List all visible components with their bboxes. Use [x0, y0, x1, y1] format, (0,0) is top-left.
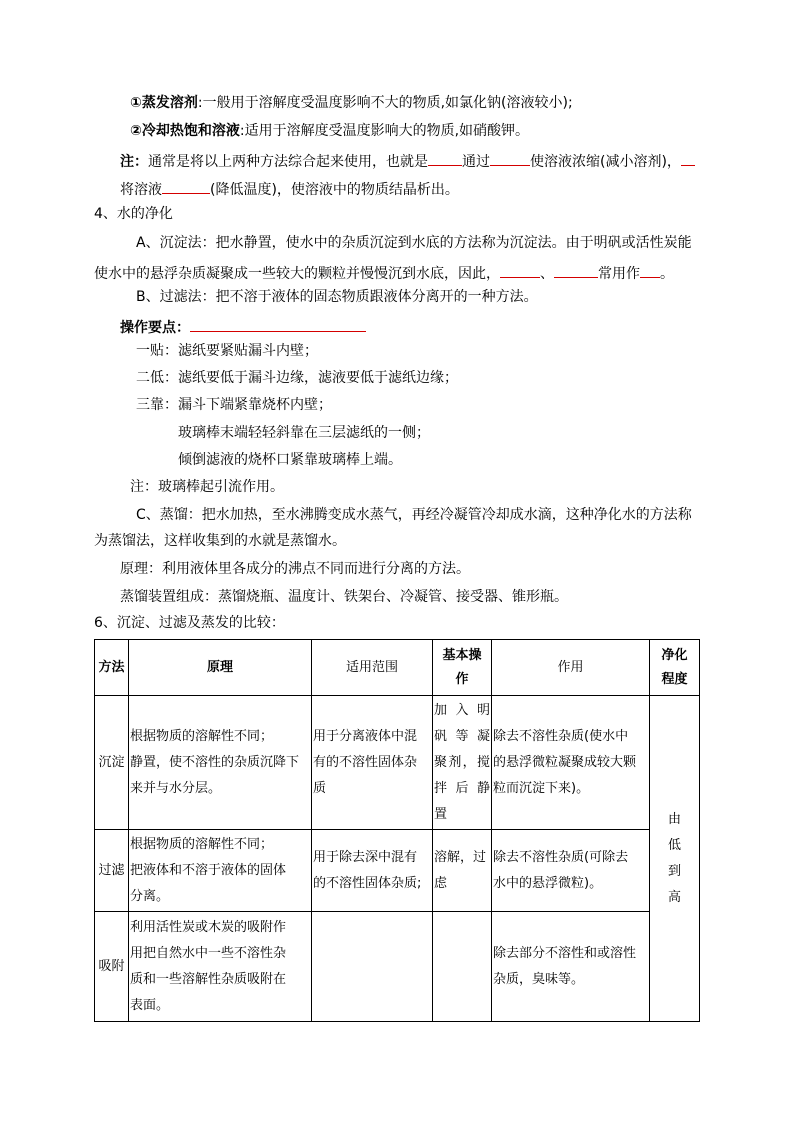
cell-text: 虑 — [434, 875, 448, 891]
cell-text: 置 — [434, 806, 448, 822]
purity-char: 低 — [667, 837, 681, 853]
cell-text: 有的不溶性固体杂 — [313, 754, 418, 770]
cell-text: 用于除去深中混有 — [313, 849, 418, 865]
section-heading-6: 6、沉淀、过滤及蒸发的比较： — [94, 615, 285, 631]
cell-text: 的悬浮微粒凝聚成较大颗 — [493, 754, 637, 770]
cell-scope — [312, 912, 433, 1022]
fill-blank[interactable] — [554, 261, 598, 278]
method-cool-title: ②冷却热饱和溶液 — [130, 123, 240, 139]
distillation-apparatus: 蒸馏装置组成：蒸馏烧瓶、温度计、铁架台、冷凝管、接受器、锥形瓶。 — [120, 589, 568, 605]
cell-principle — [129, 830, 312, 912]
key-points-line — [120, 315, 366, 338]
sedimentation-text-b: 常用作 — [598, 266, 640, 282]
method-evaporate-line — [130, 93, 573, 113]
cell-effect — [492, 912, 650, 1022]
purity-char: 由 — [667, 811, 681, 827]
cell-text: 溶解，过 — [434, 849, 487, 865]
header-method-label: 方法 — [98, 659, 125, 675]
header-principle — [129, 640, 312, 696]
table-header-row — [95, 640, 700, 696]
filtration-note: 注：玻璃棒起引流作用。 — [130, 479, 284, 495]
header-operation-label-1: 基本操 — [442, 647, 482, 663]
key-point-three: 三靠：漏斗下端紧靠烧杯内壁； — [136, 397, 332, 413]
period: 。 — [660, 266, 674, 282]
evaporation-note-line-2 — [120, 177, 459, 200]
header-operation-label-2: 作 — [455, 671, 469, 687]
cell-method: 过滤 — [95, 830, 129, 912]
cell-text: 矾等凝 — [434, 728, 490, 744]
header-principle-label: 原理 — [206, 659, 233, 675]
note-text-b: 通过 — [462, 154, 490, 170]
cell-text: 拌后静 — [434, 780, 490, 796]
fill-blank[interactable] — [490, 149, 530, 166]
cell-text: 的不溶性固体杂质; — [313, 875, 422, 891]
cell-principle — [129, 912, 312, 1022]
cell-text: 来并与水分层。 — [130, 780, 222, 796]
fill-blank[interactable] — [640, 261, 660, 278]
section-heading: 4、水的净化 — [94, 206, 173, 222]
note-text-c: 使溶液浓缩(减小溶剂)， — [530, 154, 681, 170]
header-scope-label: 适用范围 — [345, 659, 398, 675]
table-row — [95, 830, 700, 912]
cell-operation — [433, 912, 492, 1022]
cell-text: 根据物质的溶解性不同； — [130, 728, 274, 744]
header-scope — [312, 640, 433, 696]
distillation-line-1: C、蒸馏：把水加热，至水沸腾变成水蒸气，再经冷凝管冷却成水滴，这种净化水的方法称 — [136, 507, 692, 523]
separator: 、 — [540, 266, 554, 282]
note-label: 注： — [120, 154, 148, 170]
cell-text: 把液体和不溶于液体的固体 — [130, 862, 287, 878]
cell-method: 吸附 — [95, 912, 129, 1022]
cell-text: 除去不溶性杂质(使水中 — [493, 728, 629, 744]
fill-blank[interactable] — [500, 261, 540, 278]
table-row — [95, 912, 700, 1022]
method-evaporate-title: ①蒸发溶剂 — [130, 95, 198, 111]
fill-blank[interactable] — [681, 149, 695, 166]
purity-char: 到 — [667, 863, 681, 879]
note-text-d: 将溶液 — [120, 182, 162, 198]
cell-text: 表面。 — [130, 997, 170, 1013]
method-cool-line — [130, 121, 529, 141]
cell-text: 除去不溶性杂质(可除去 — [493, 849, 629, 865]
evaporation-note-line — [120, 149, 695, 172]
cell-text: 加入明 — [434, 702, 490, 718]
table-row — [95, 696, 700, 830]
key-points-label: 操作要点： — [120, 320, 190, 336]
method-cool-desc: :适用于溶解度受温度影响大的物质,如硝酸钾。 — [239, 123, 530, 139]
purity-char: 高 — [667, 889, 681, 905]
key-point-three-c: 倾倒滤液的烧杯口紧靠玻璃棒上端。 — [178, 452, 402, 468]
key-point-one: 一贴：滤纸要紧贴漏斗内壁； — [136, 343, 318, 359]
header-method — [95, 640, 129, 696]
header-operation — [433, 640, 492, 696]
cell-principle — [129, 696, 312, 830]
header-effect — [492, 640, 650, 696]
cell-text: 根据物质的溶解性不同； — [130, 836, 274, 852]
cell-scope — [312, 830, 433, 912]
header-purity-label-2: 程度 — [661, 671, 688, 687]
key-point-three-b: 玻璃棒末端轻轻斜靠在三层滤纸的一侧； — [178, 425, 430, 441]
cell-text: 杂质，臭味等。 — [493, 971, 585, 987]
cell-text: 聚剂，搅 — [434, 754, 490, 770]
cell-text: 静置，使不溶性的杂质沉降下 — [130, 754, 300, 770]
sedimentation-line-1: A、沉淀法：把水静置，使水中的杂质沉淀到水底的方法称为沉淀法。由于明矾或活性炭能 — [136, 235, 692, 251]
comparison-table — [94, 639, 700, 1022]
distillation-principle: 原理：利用液体里各成分的沸点不同而进行分离的方法。 — [120, 561, 470, 577]
cell-effect — [492, 696, 650, 830]
cell-purity — [650, 696, 700, 1022]
cell-scope — [312, 696, 433, 830]
distillation-line-2: 为蒸馏法，这样收集到的水就是蒸馏水。 — [94, 533, 346, 549]
cell-text: 用把自然水中一些不溶性杂 — [130, 945, 287, 961]
sedimentation-text: 使水中的悬浮杂质凝聚成一些较大的颗粒并慢慢沉到水底，因此， — [94, 266, 500, 282]
note-text-a: 通常是将以上两种方法综合起来使用，也就是 — [148, 154, 428, 170]
cell-text: 分离。 — [130, 888, 170, 904]
header-effect-label: 作用 — [557, 659, 584, 675]
note-text-e: (降低温度)，使溶液中的物质结晶析出。 — [210, 182, 459, 198]
cell-text: 利用活性炭或木炭的吸附作 — [130, 919, 287, 935]
fill-blank[interactable] — [190, 315, 366, 332]
fill-blank[interactable] — [162, 177, 210, 194]
cell-operation — [433, 830, 492, 912]
method-evaporate-desc: :一般用于溶解度受温度影响不大的物质,如氯化钠(溶液较小); — [197, 95, 573, 111]
cell-text: 水中的悬浮微粒)。 — [493, 875, 603, 891]
filtration-line: B、过滤法：把不溶于液体的固态物质跟液体分离开的一种方法。 — [136, 289, 538, 305]
cell-operation — [433, 696, 492, 830]
header-purity — [650, 640, 700, 696]
key-point-two: 二低：滤纸要低于漏斗边缘，滤液要低于滤纸边缘； — [136, 370, 458, 386]
header-purity-label-1: 净化 — [661, 647, 688, 663]
cell-text: 粒而沉淀下来)。 — [493, 780, 590, 796]
fill-blank[interactable] — [428, 149, 462, 166]
cell-method: 沉淀 — [95, 696, 129, 830]
cell-text: 用于分离液体中混 — [313, 728, 418, 744]
sedimentation-line-2 — [94, 261, 674, 284]
cell-text: 质和一些溶解性杂质吸附在 — [130, 971, 287, 987]
cell-text: 除去部分不溶性和或溶性 — [493, 945, 637, 961]
cell-text: 质 — [313, 780, 327, 796]
cell-effect — [492, 830, 650, 912]
